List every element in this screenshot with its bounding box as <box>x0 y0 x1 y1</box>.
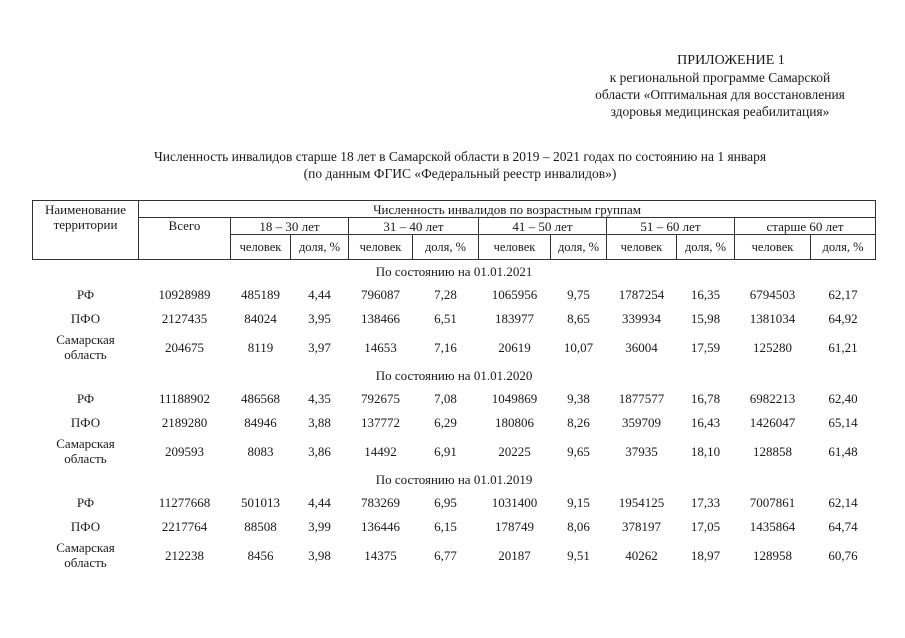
territory-name: ПФО <box>70 414 101 430</box>
share-cell: 64,74 <box>828 518 858 534</box>
people-cell: 20225 <box>498 443 531 459</box>
share-cell: 3,95 <box>308 310 331 326</box>
share-cell: 9,38 <box>567 390 590 406</box>
share-cell: 16,78 <box>690 390 721 406</box>
territory-name: ПФО <box>70 310 101 326</box>
header-people: человек <box>231 235 291 260</box>
people-cell: 14653 <box>364 339 397 355</box>
people-cell: 1049869 <box>491 390 538 406</box>
appendix-line: области «Оптимальная для восстановления <box>595 87 845 102</box>
share-cell: 9,51 <box>567 547 590 563</box>
header-total: Всего <box>139 218 231 260</box>
people-cell: 84024 <box>244 310 277 326</box>
header-age-group: 41 – 50 лет <box>479 218 607 235</box>
total-cell: 2127435 <box>161 310 208 326</box>
appendix-line: к региональной программе Самарской <box>609 70 831 85</box>
section-label: По состоянию на 01.01.2021 <box>375 263 533 279</box>
table-row <box>33 306 876 330</box>
share-cell: 16,43 <box>690 414 721 430</box>
appendix-block <box>520 52 905 120</box>
territory-name: Самарская область <box>56 436 115 466</box>
header-people: человек <box>735 235 811 260</box>
share-cell: 18,97 <box>690 547 721 563</box>
territory-name: ПФО <box>70 518 101 534</box>
share-cell: 64,92 <box>828 310 858 326</box>
people-cell: 7007861 <box>749 494 796 510</box>
people-cell: 128958 <box>753 547 792 563</box>
people-cell: 88508 <box>244 518 277 534</box>
people-cell: 36004 <box>625 339 658 355</box>
people-cell: 1435864 <box>749 518 796 534</box>
share-cell: 7,08 <box>434 390 457 406</box>
share-cell: 62,17 <box>828 286 858 302</box>
header-share: доля, % <box>677 235 735 260</box>
people-cell: 20619 <box>498 339 531 355</box>
people-cell: 8119 <box>247 339 274 355</box>
share-cell: 61,48 <box>828 443 858 459</box>
share-cell: 62,14 <box>828 494 858 510</box>
table-row <box>33 514 876 538</box>
share-cell: 4,35 <box>308 390 331 406</box>
people-cell: 183977 <box>495 310 534 326</box>
people-cell: 1954125 <box>618 494 665 510</box>
table-row <box>33 410 876 434</box>
people-cell: 796087 <box>361 286 400 302</box>
territory-name: РФ <box>76 494 95 510</box>
total-cell: 212238 <box>165 547 204 563</box>
people-cell: 137772 <box>361 414 400 430</box>
people-cell: 14492 <box>364 443 397 459</box>
share-cell: 3,88 <box>308 414 331 430</box>
table-row <box>33 434 876 468</box>
share-cell: 6,77 <box>434 547 457 563</box>
share-cell: 8,26 <box>567 414 590 430</box>
share-cell: 7,28 <box>434 286 457 302</box>
header-age-group: 31 – 40 лет <box>349 218 479 235</box>
title-line: Численность инвалидов старше 18 лет в Самарской области в 2019 – 2021 годах по состоянию на 1 января <box>153 149 767 164</box>
share-cell: 3,97 <box>308 339 331 355</box>
disability-table <box>32 200 876 572</box>
people-cell: 1426047 <box>749 414 796 430</box>
header-people: человек <box>607 235 677 260</box>
section-label: По состоянию на 01.01.2020 <box>375 367 533 383</box>
document-title <box>60 148 860 182</box>
share-cell: 6,15 <box>434 518 457 534</box>
appendix-heading: ПРИЛОЖЕНИЕ 1 <box>677 53 785 68</box>
people-cell: 138466 <box>361 310 400 326</box>
header-share: доля, % <box>811 235 876 260</box>
total-cell: 11188902 <box>158 390 211 406</box>
people-cell: 128858 <box>753 443 792 459</box>
table-row <box>33 490 876 514</box>
total-cell: 10928989 <box>158 286 211 302</box>
share-cell: 60,76 <box>828 547 858 563</box>
people-cell: 1787254 <box>618 286 665 302</box>
share-cell: 6,51 <box>434 310 457 326</box>
share-cell: 4,44 <box>308 286 331 302</box>
share-cell: 9,65 <box>567 443 590 459</box>
header-age-group: 51 – 60 лет <box>607 218 735 235</box>
appendix-line: здоровья медицинская реабилитация» <box>610 104 830 119</box>
people-cell: 783269 <box>361 494 400 510</box>
share-cell: 62,40 <box>828 390 858 406</box>
share-cell: 8,06 <box>567 518 590 534</box>
territory-name: РФ <box>76 286 95 302</box>
share-cell: 10,07 <box>563 339 594 355</box>
table-row <box>33 386 876 410</box>
people-cell: 180806 <box>495 414 534 430</box>
share-cell: 6,29 <box>434 414 457 430</box>
table-row <box>33 538 876 572</box>
people-cell: 84946 <box>244 414 277 430</box>
people-cell: 178749 <box>495 518 534 534</box>
people-cell: 37935 <box>625 443 658 459</box>
share-cell: 9,15 <box>567 494 590 510</box>
header-group: Численность инвалидов по возрастным группам <box>139 201 876 218</box>
header-territory: Наименование территории <box>33 201 139 260</box>
people-cell: 6794503 <box>749 286 796 302</box>
people-cell: 359709 <box>622 414 661 430</box>
people-cell: 486568 <box>241 390 280 406</box>
people-cell: 8083 <box>247 443 274 459</box>
share-cell: 17,59 <box>690 339 721 355</box>
people-cell: 1031400 <box>491 494 538 510</box>
share-cell: 65,14 <box>828 414 858 430</box>
total-cell: 2217764 <box>161 518 208 534</box>
header-people: человек <box>349 235 413 260</box>
people-cell: 485189 <box>241 286 280 302</box>
total-cell: 209593 <box>165 443 204 459</box>
share-cell: 16,35 <box>690 286 721 302</box>
total-cell: 11277668 <box>158 494 211 510</box>
territory-name: РФ <box>76 390 95 406</box>
share-cell: 6,91 <box>434 443 457 459</box>
share-cell: 17,05 <box>690 518 721 534</box>
share-cell: 15,98 <box>690 310 721 326</box>
people-cell: 792675 <box>361 390 400 406</box>
header-people: человек <box>479 235 551 260</box>
table-row <box>33 330 876 364</box>
header-age-group: старше 60 лет <box>735 218 876 235</box>
total-cell: 2189280 <box>161 414 208 430</box>
title-line: (по данным ФГИС «Федеральный реестр инвалидов») <box>303 166 617 181</box>
people-cell: 14375 <box>364 547 397 563</box>
header-share: доля, % <box>291 235 349 260</box>
people-cell: 20187 <box>498 547 531 563</box>
share-cell: 3,98 <box>308 547 331 563</box>
header-share: доля, % <box>413 235 479 260</box>
people-cell: 125280 <box>753 339 792 355</box>
section-label: По состоянию на 01.01.2019 <box>375 471 533 487</box>
people-cell: 339934 <box>622 310 661 326</box>
share-cell: 8,65 <box>567 310 590 326</box>
share-cell: 4,44 <box>308 494 331 510</box>
header-share: доля, % <box>551 235 607 260</box>
people-cell: 378197 <box>622 518 661 534</box>
territory-name: Самарская область <box>56 540 115 570</box>
share-cell: 7,16 <box>434 339 457 355</box>
table-row <box>33 282 876 306</box>
people-cell: 40262 <box>625 547 658 563</box>
people-cell: 1065956 <box>491 286 538 302</box>
share-cell: 18,10 <box>690 443 721 459</box>
total-cell: 204675 <box>165 339 204 355</box>
people-cell: 8456 <box>247 547 274 563</box>
share-cell: 61,21 <box>828 339 858 355</box>
people-cell: 1877577 <box>618 390 665 406</box>
people-cell: 6982213 <box>749 390 796 406</box>
people-cell: 501013 <box>241 494 280 510</box>
people-cell: 1381034 <box>749 310 796 326</box>
people-cell: 136446 <box>361 518 400 534</box>
header-age-group: 18 – 30 лет <box>231 218 349 235</box>
share-cell: 3,86 <box>308 443 331 459</box>
share-cell: 6,95 <box>434 494 457 510</box>
share-cell: 9,75 <box>567 286 590 302</box>
share-cell: 17,33 <box>690 494 721 510</box>
share-cell: 3,99 <box>308 518 331 534</box>
territory-name: Самарская область <box>56 332 115 362</box>
